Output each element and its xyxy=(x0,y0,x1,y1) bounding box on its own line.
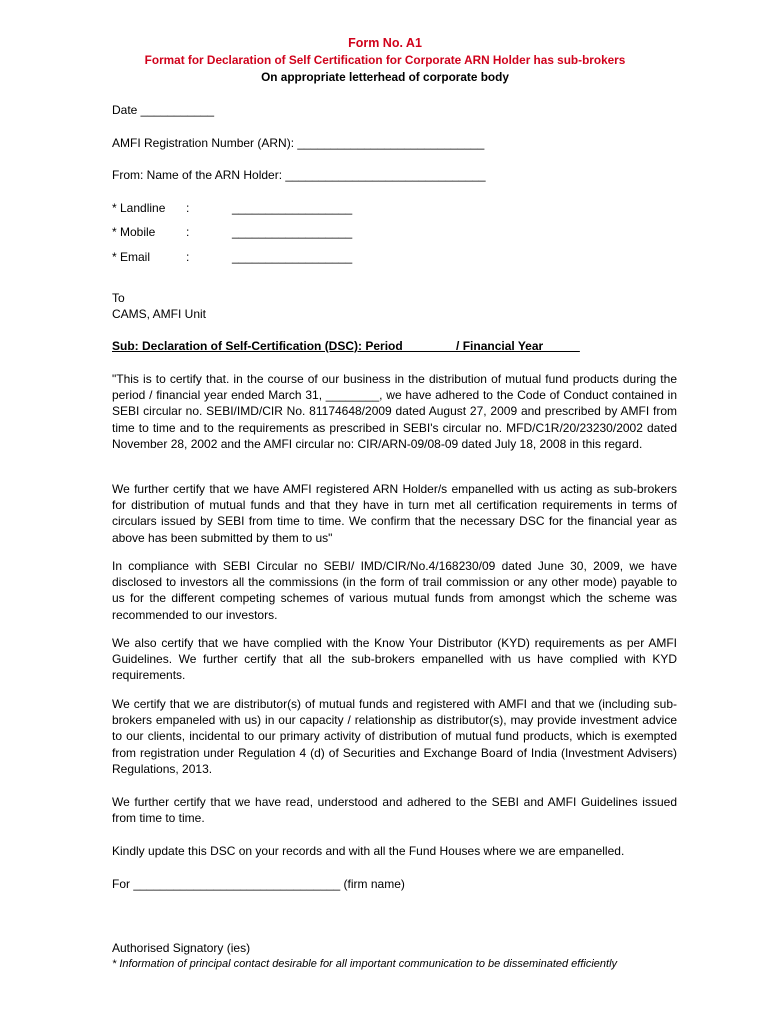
mobile-row xyxy=(112,224,352,240)
form-number: Form No. A1 xyxy=(348,36,422,50)
address-to: To xyxy=(112,291,125,305)
footnote: * Information of principal contact desirable for all important communication to be disseminated efficiently xyxy=(112,958,618,970)
paragraph-guidelines: We further certify that we have read, understood and adhered to the SEBI and AMFI Guidelines issued from time to time. xyxy=(112,795,677,826)
mobile-sep: : xyxy=(186,225,190,239)
paragraph-update: Kindly update this DSC on your records and with all the Fund Houses where we are empanelled. xyxy=(112,844,625,858)
firm-name-line: For _______________________________ (firm name) xyxy=(112,877,405,891)
paragraph-distributor: We certify that we are distributor(s) of mutual funds and registered with AMFI and that we (including sub-brokers empaneled with us) in our capacity / relationship as distributor(s), may provide investment advice to our clients, incidental to our primary activity of distribution of mutual fund products, which is exempted from registration under Regulation 4 (d) of Securities and Exchange Board of India (Investment Advisers) Regulations, 2013. xyxy=(112,697,677,776)
email-sep: : xyxy=(186,250,190,264)
mobile-blank: __________________ xyxy=(232,225,353,239)
landline-label: * Landline xyxy=(112,201,166,215)
mobile-label: * Mobile xyxy=(112,225,156,239)
paragraph-sub-brokers: We further certify that we have AMFI registered ARN Holder/s empanelled with us acting as sub-brokers for distribution of mutual funds and that they have in turn met all certification requirements in terms of circulars issued by SEBI from time to time. We confirm that the necessary DSC for the financial year as above has been submitted by them to us" xyxy=(112,482,677,545)
form-title: Format for Declaration of Self Certification for Corporate ARN Holder has sub-brokers xyxy=(144,53,626,67)
paragraph-commissions: In compliance with SEBI Circular no SEBI/ IMD/CIR/No.4/168230/09 dated June 30, 2009, we have disclosed to investors all the commissions (in the form of trail commission or any other mode) payable to us for the different competing schemes of various mutual funds from amongst which the scheme was recommended to our investors. xyxy=(112,559,677,622)
from-field: From: Name of the ARN Holder: ______________________________ xyxy=(112,168,486,182)
email-label: * Email xyxy=(112,250,151,264)
signatory-label: Authorised Signatory (ies) xyxy=(112,941,251,955)
paragraph-certify: "This is to certify that. in the course of our business in the distribution of mutual fund products during the period / financial year ended March 31, ________, we have adhered to the Code of Conduct contained in SEBI circular no. SEBI/IMD/CIR No. 81174648/2009 dated August 27, 2009 and prescribed by AMFI from time to time and to the requirements as prescribed in SEBI's circular no. MFD/C1R/20/23230/2002 dated November 28, 2002 and the AMFI circular no: CIR/ARN-09/08-09 dated July 18, 2008 in this regard. xyxy=(112,372,677,451)
email-blank: __________________ xyxy=(232,250,353,264)
address-org: CAMS, AMFI Unit xyxy=(112,307,207,321)
landline-blank: __________________ xyxy=(232,201,353,215)
email-row xyxy=(112,249,352,265)
subject-line: Sub: Declaration of Self-Certification (DSC): Period / Financial Year xyxy=(112,339,580,353)
date-field: Date ___________ xyxy=(112,103,215,117)
paragraph-kyd: We also certify that we have complied with the Know Your Distributor (KYD) requirements as per AMFI Guidelines. We further certify that all the sub-brokers empanelled with us have complied with KYD requirements. xyxy=(112,636,677,683)
landline-sep: : xyxy=(186,201,190,215)
arn-field: AMFI Registration Number (ARN): ____________________________ xyxy=(112,136,485,150)
form-subtitle: On appropriate letterhead of corporate body xyxy=(261,70,509,84)
landline-row xyxy=(112,200,352,216)
